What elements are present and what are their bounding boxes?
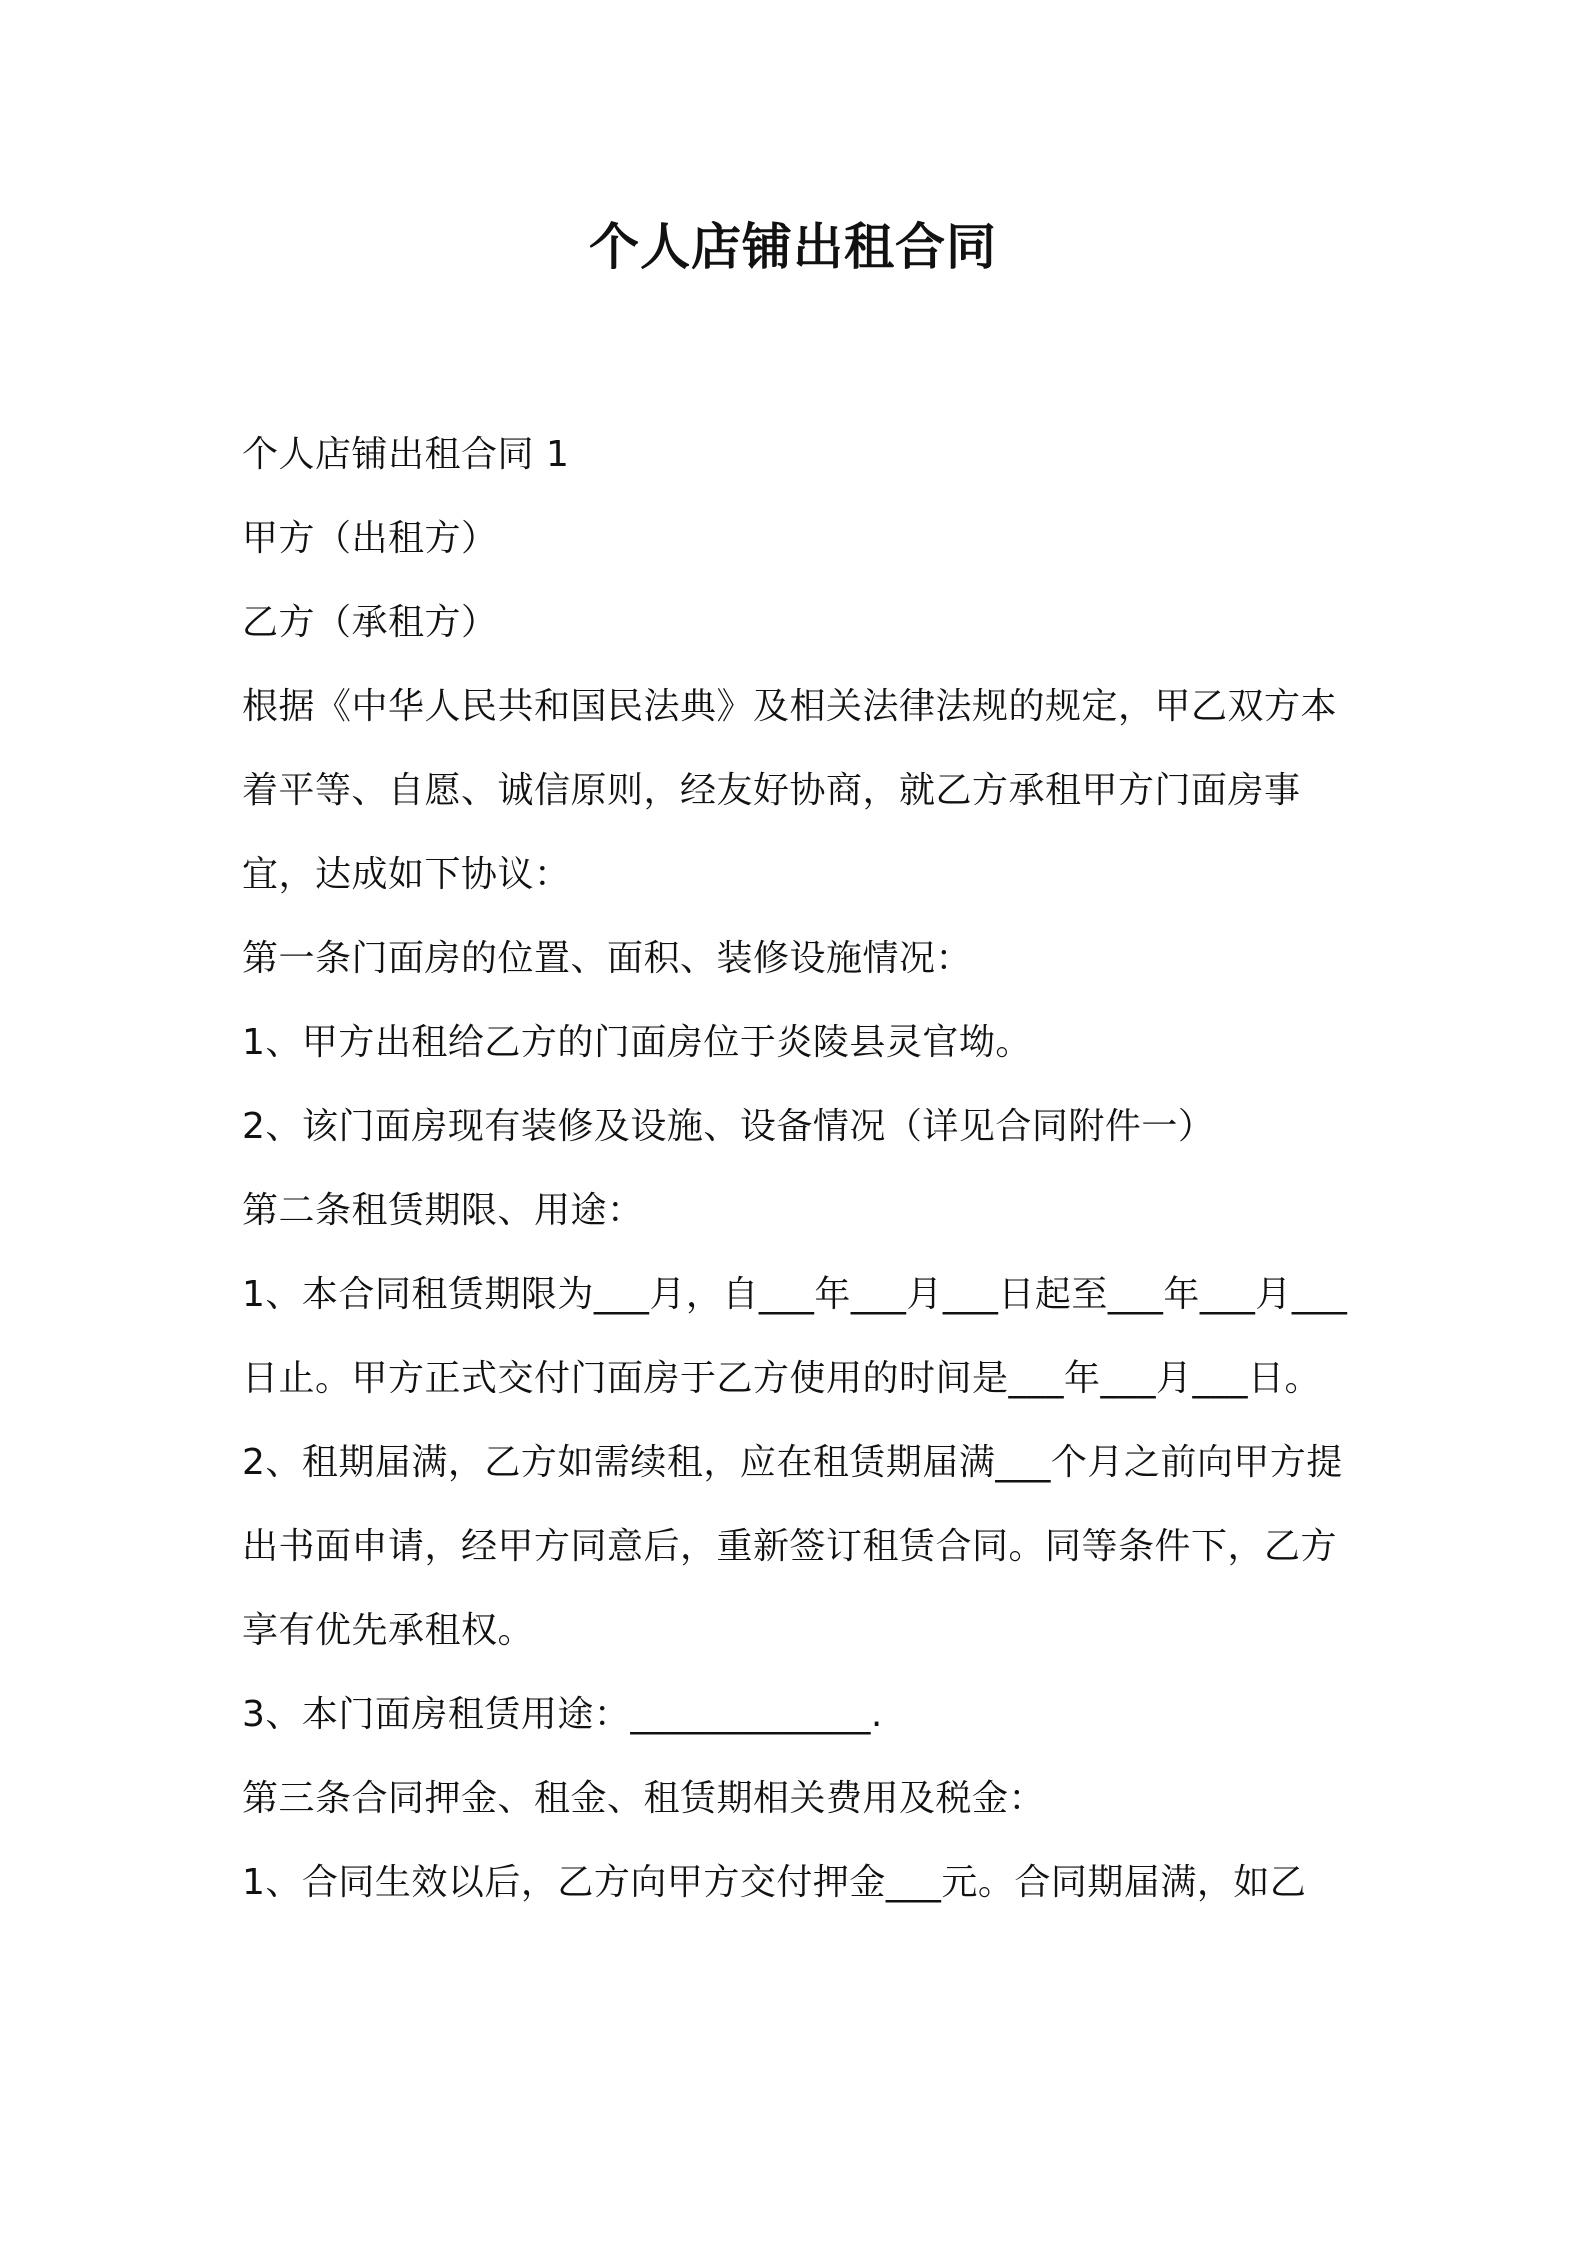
article-2-item-1: 1、本合同租赁期限为___月，自___年___月___日起至___年___月___日止。甲方正式交付门面房于乙方使用的时间是___年___月___日。 — [242, 1274, 1348, 1399]
contract-subtitle: 个人店铺出租合同 1 — [242, 434, 570, 475]
article-2-item-2: 2、租期届满，乙方如需续租，应在租赁期届满___个月之前向甲方提出书面申请，经甲方同意后，重新签订租赁合同。同等条件下，乙方享有优先承租权。 — [242, 1442, 1343, 1651]
document-title: 个人店铺出租合同 — [589, 218, 997, 276]
article-3-heading: 第三条合同押金、租金、租赁期相关费用及税金： — [242, 1778, 1046, 1819]
document-body — [242, 413, 1360, 1925]
article-1-heading: 第一条门面房的位置、面积、装修设施情况： — [242, 938, 973, 979]
article-2-heading: 第二条租赁期限、用途： — [242, 1190, 644, 1231]
article-2-item-3: 3、本门面房租赁用途：_____________. — [242, 1694, 883, 1735]
article-1-item-1: 1、甲方出租给乙方的门面房位于炎陵县灵官坳。 — [242, 1022, 1032, 1063]
preamble-paragraph: 根据《中华人民共和国民法典》及相关法律法规的规定，甲乙双方本着平等、自愿、诚信原则，经友好协商，就乙方承租甲方门面房事宜，达成如下协议： — [242, 686, 1338, 895]
party-b-line: 乙方（承租方） — [242, 602, 498, 643]
article-1-item-2: 2、该门面房现有装修及设施、设备情况（详见合同附件一） — [242, 1106, 1215, 1147]
party-a-line: 甲方（出租方） — [242, 518, 498, 559]
article-3-item-1: 1、合同生效以后，乙方向甲方交付押金___元。合同期届满，如乙 — [242, 1862, 1307, 1903]
